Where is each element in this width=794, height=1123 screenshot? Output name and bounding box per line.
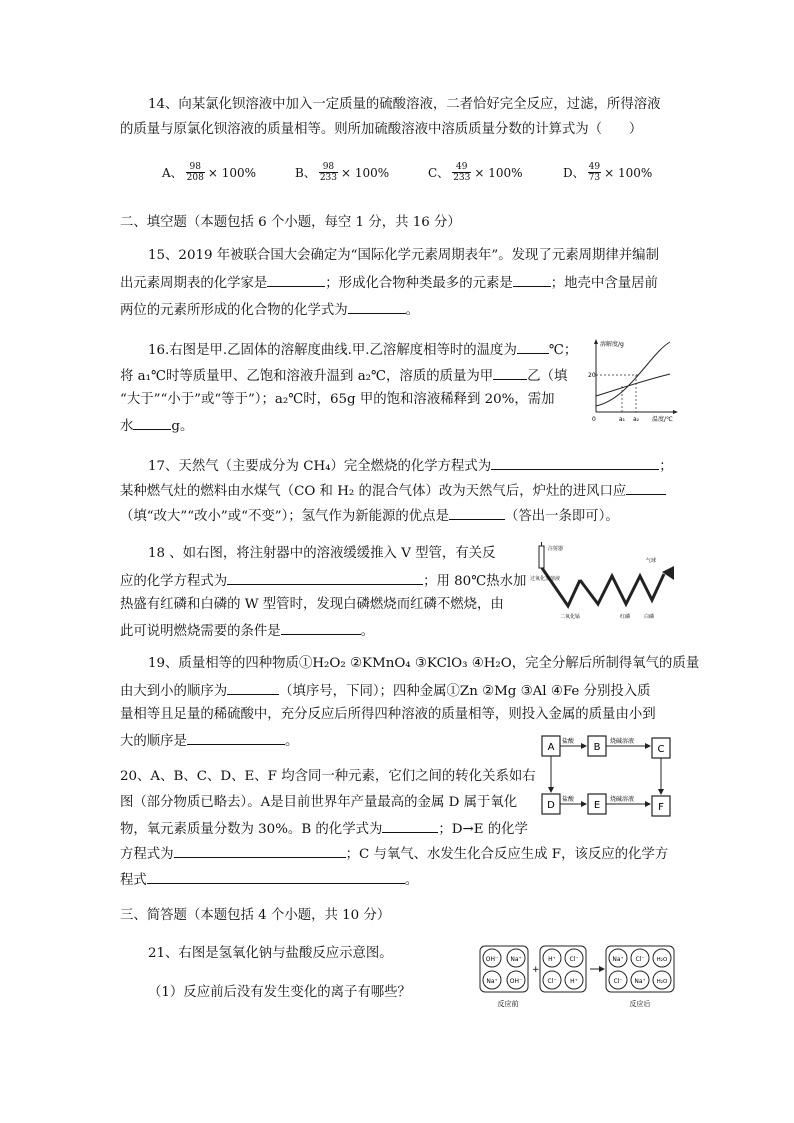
- q15-line-1: 15、2019 年被联合国大会确定为“国际化学元素周期表年”。发现了元素周期律并编制: [148, 248, 659, 263]
- solubility-graph: [588, 336, 680, 426]
- q15-line-3: 两位的元素所形成的化合物的化学式为 。: [120, 300, 419, 320]
- curve-yi: [596, 374, 670, 396]
- ion-cl: Cl⁻: [569, 956, 579, 963]
- ion-cl: Cl⁻: [547, 978, 557, 985]
- q19-line-1: 19、质量相等的四种物质①H₂O₂ ②KMnO₄ ③KClO₃ ④H₂O，完全分解后所制得氧气的质量: [148, 656, 700, 671]
- node-d: D: [547, 800, 555, 811]
- balloon-label: 气球: [646, 558, 657, 564]
- q17-line-2: 某种燃气灶的燃料由水煤气（CO 和 H₂ 的混合气体）改为天然气后，炉灶的进风口应: [120, 481, 666, 501]
- q20-line-1: 20、A、B、C、D、E、F 均含同一种元素，它们之间的转化关系如右: [120, 769, 536, 784]
- section-2-heading: 二、填空题（本题包括 6 个小题，每空 1 分，共 16 分）: [120, 215, 461, 230]
- option-suffix: × 100%: [207, 165, 257, 180]
- arrow-label-ef: 烧碱溶液: [610, 796, 635, 803]
- section-3-heading: 三、简答题（本题包括 4 个小题，共 10 分）: [120, 908, 391, 923]
- q18-line-4: 此可说明燃烧需要的条件是 。: [120, 621, 374, 641]
- solution-label: 过氧化氢溶液: [530, 576, 561, 582]
- q14-option-c[interactable]: [428, 162, 523, 183]
- arrow-label-ab: 盐酸: [562, 738, 575, 745]
- answer-blank[interactable]: [267, 273, 325, 287]
- graph-ylabel: 溶解度/g: [600, 341, 624, 348]
- node-e: E: [593, 800, 601, 811]
- node-c: C: [657, 744, 665, 755]
- q19-line-2: 由大到小的顺序为 （填序号，下同）；四种金属①Zn ②Mg ③Al ④Fe 分别投入质: [120, 681, 651, 701]
- q14-option-b[interactable]: [295, 162, 389, 183]
- w-tube-apparatus: [528, 540, 678, 628]
- q18-line-2: 应的化学方程式为 ；用 80℃热水加: [120, 571, 526, 591]
- q19-line-3: 量相等且足量的稀硫酸中，充分反应后所得四种溶液的质量相等，则投入金属的质量由小到: [120, 707, 656, 722]
- q17-line-3: （填“改大”“改小”或“不变”）；氢气作为新能源的优点是 （答出一条即可）。: [120, 506, 619, 526]
- arrow-label-bc: 烧碱溶液: [610, 738, 635, 745]
- ion-h: H⁺: [570, 978, 578, 985]
- fraction: $\frac{49}{73}$: [588, 162, 601, 183]
- mno2-label: 二氧化锰: [560, 614, 581, 620]
- fraction: $\frac{49}{233}$: [453, 162, 471, 183]
- answer-blank[interactable]: [493, 366, 527, 380]
- q16-line-3: “大于”“小于”或“等于”）；a₂℃时，65g 甲的饱和溶液稀释到 20%，需加: [120, 392, 555, 407]
- fraction: $\frac{98}{208}$: [186, 162, 204, 183]
- ion-h: H⁺: [548, 956, 556, 963]
- q16-line-1: 16.右图是甲.乙固体的溶解度曲线.甲.乙溶解度相等时的温度为 ℃；: [148, 340, 577, 360]
- conversion-diagram: [538, 732, 678, 824]
- node-b: B: [593, 742, 601, 753]
- red-p-label: 红磷: [620, 614, 631, 620]
- q14-option-a[interactable]: [162, 162, 256, 183]
- q18-line-3: 热盛有红磷和白磷的 W 型管时，发现白磷燃烧而红磷不燃烧，由: [120, 597, 504, 612]
- graph-origin: 0: [592, 416, 596, 423]
- answer-blank[interactable]: [227, 681, 279, 695]
- q20-line-2: 图（部分物质已略去）。A是目前世界年产量最高的金属 D 属于氧化: [120, 795, 518, 810]
- node-f: F: [658, 802, 664, 813]
- ion-oh: OH⁻: [509, 978, 523, 985]
- option-label: B、: [295, 166, 316, 180]
- option-label: A、: [162, 166, 183, 180]
- option-suffix: × 100%: [341, 165, 390, 180]
- answer-blank[interactable]: [517, 340, 549, 354]
- q16-line-4: 水 g。: [120, 416, 193, 436]
- syringe-label: 注射器: [548, 546, 564, 552]
- q17-line-1: 17、天然气（主要成分为 CH₄）完全燃烧的化学方程式为 ；: [148, 456, 673, 476]
- w-tube: [580, 574, 664, 604]
- fraction: $\frac{98}{233}$: [319, 162, 338, 183]
- ion-cl: Cl⁻: [635, 956, 645, 963]
- reaction-diagram: [478, 944, 678, 1014]
- answer-blank[interactable]: [382, 819, 438, 833]
- ion-na: Na⁺: [510, 956, 522, 963]
- ion-na: Na⁺: [612, 956, 624, 963]
- answer-blank[interactable]: [491, 456, 659, 470]
- graph-xlabel: 温度/℃: [652, 416, 673, 423]
- q14-line-1: 14、向某氯化钡溶液中加入一定质量的硫酸溶液，二者恰好完全反应，过滤，所得溶液: [148, 97, 661, 112]
- q20-line-5: 程式 。: [120, 870, 418, 890]
- graph-a1: a₁: [619, 416, 626, 423]
- white-p-label: 白磷: [644, 614, 655, 620]
- graph-a2: a₂: [633, 416, 640, 423]
- answer-blank[interactable]: [227, 571, 423, 585]
- q18-line-1: 18 、如右图，将注射器中的溶液缓缓推入 V 型管，有关反: [148, 546, 496, 561]
- ion-cl: Cl⁻: [613, 978, 623, 985]
- molecule-h2o: H₂O: [656, 957, 668, 963]
- answer-blank[interactable]: [449, 506, 505, 520]
- option-suffix: × 100%: [474, 165, 523, 180]
- answer-blank[interactable]: [626, 481, 666, 495]
- q16-line-2: 将 a₁℃时等质量甲、乙饱和溶液升温到 a₂℃，溶质的质量为甲 乙（填: [120, 366, 567, 386]
- answer-blank[interactable]: [133, 416, 171, 430]
- option-suffix: × 100%: [604, 165, 653, 180]
- answer-blank[interactable]: [513, 273, 551, 287]
- q21-line-1: 21、右图是氢氧化钠与盐酸反应示意图。: [148, 946, 393, 961]
- node-a: A: [547, 742, 555, 753]
- before-label: 反应前: [497, 1000, 519, 1008]
- answer-blank[interactable]: [187, 731, 285, 745]
- ion-na: Na⁺: [634, 978, 646, 985]
- graph-ytick: 20: [588, 372, 596, 379]
- ion-na: Na⁺: [486, 978, 498, 985]
- q15-line-2: 出元素周期表的化学家是 ；形成化合物种类最多的元素是 ；地壳中含量居前: [120, 273, 658, 293]
- curve-jia: [596, 342, 670, 406]
- answer-blank[interactable]: [348, 300, 406, 314]
- after-label: 反应后: [629, 1000, 651, 1008]
- q19-line-4: 大的顺序是 。: [120, 731, 298, 751]
- syringe-icon: [539, 546, 544, 568]
- option-label: D、: [563, 166, 585, 180]
- q21-line-2: （1）反应前后没有发生变化的离子有哪些？: [148, 985, 411, 1000]
- ion-oh: OH⁻: [485, 956, 499, 963]
- answer-blank[interactable]: [281, 621, 361, 635]
- v-tube: [542, 568, 580, 606]
- option-label: C、: [428, 166, 450, 180]
- answer-blank[interactable]: [174, 844, 346, 858]
- q14-line-2: 的质量与原氯化钡溶液的质量相等。则所加硫酸溶液中溶质质量分数的计算式为（ ）: [120, 122, 643, 137]
- answer-blank[interactable]: [147, 870, 405, 884]
- q20-line-3: 物，氧元素质量分数为 30%。B 的化学式为 ；D→E 的化学: [120, 819, 528, 839]
- arrow-label-de: 盐酸: [562, 796, 575, 803]
- q20-line-4: 方程式为 ；C 与氧气、水发生化合反应生成 F，该反应的化学方: [120, 844, 668, 864]
- molecule-h2o: H₂O: [656, 979, 668, 985]
- plus-sign: +: [532, 965, 540, 975]
- q14-option-d[interactable]: [563, 162, 652, 183]
